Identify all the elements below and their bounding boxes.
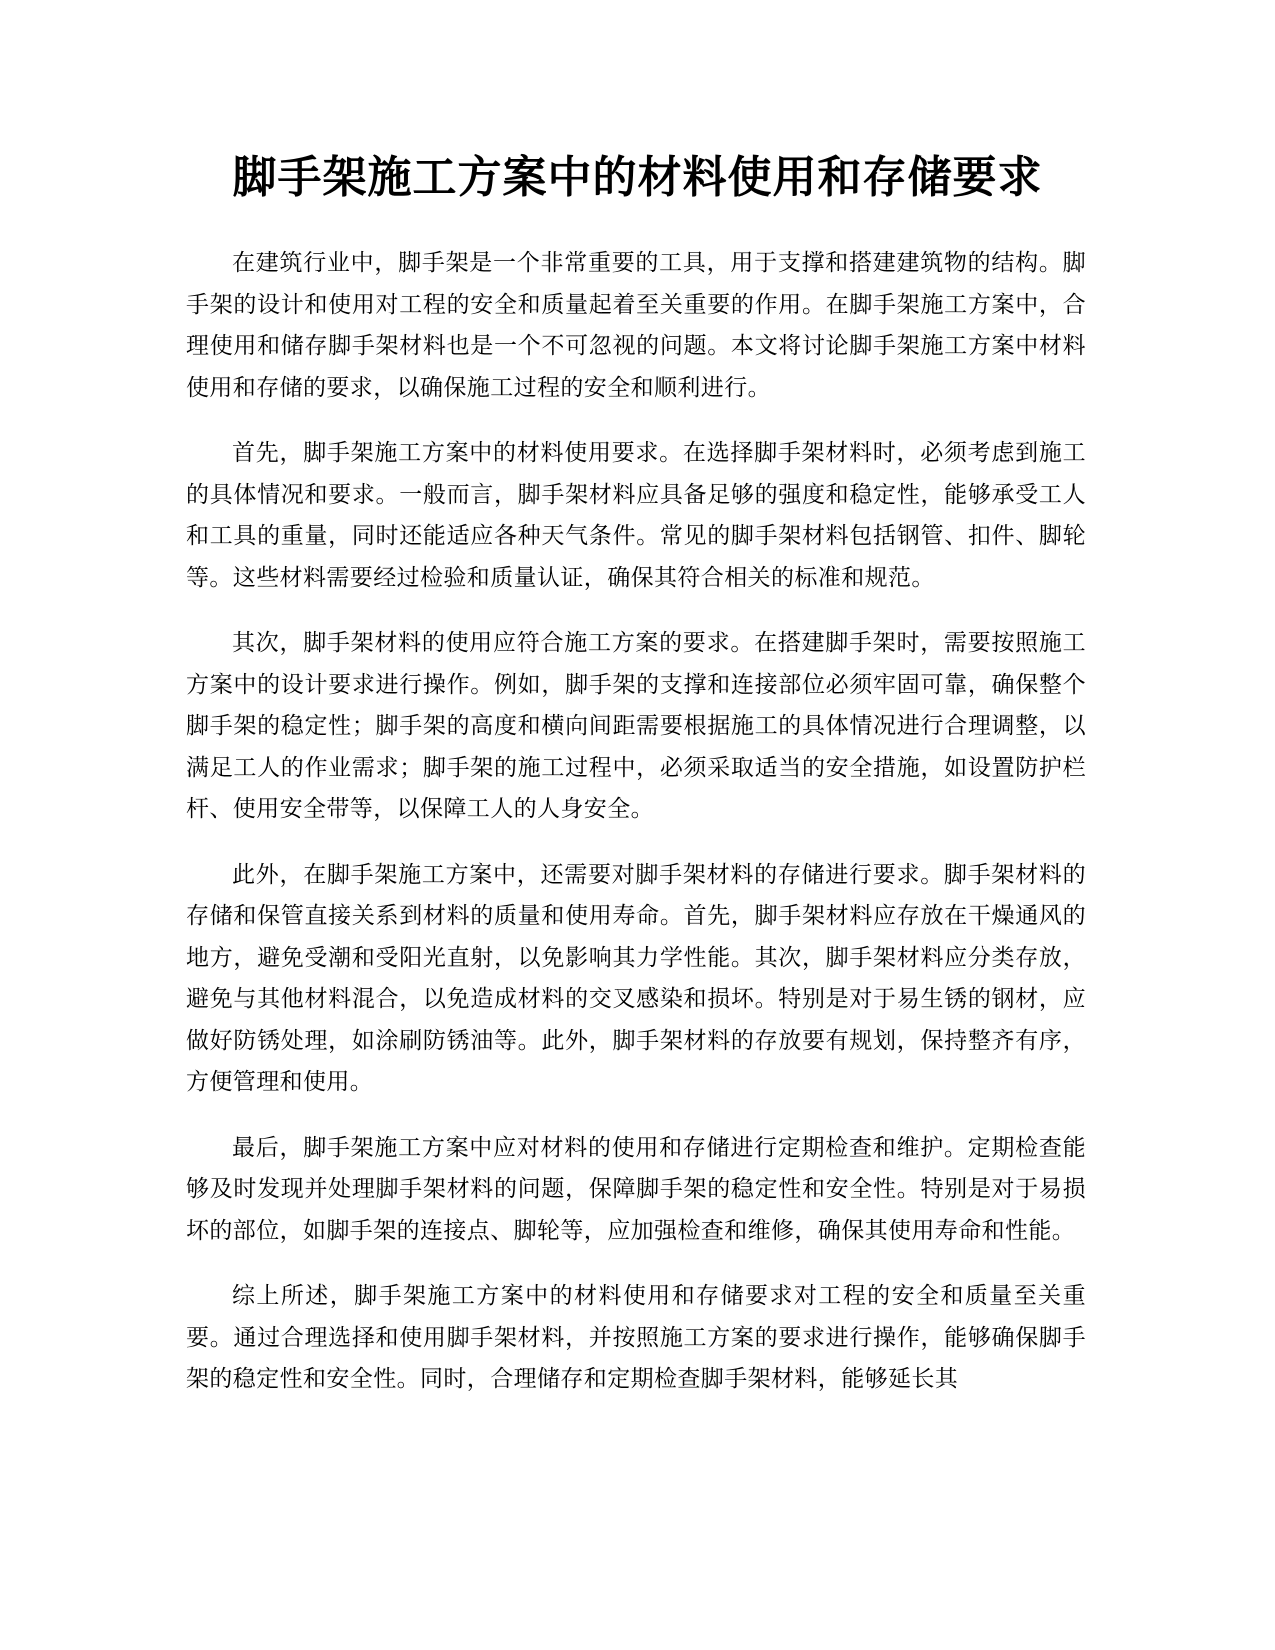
paragraph-inspection: 最后，脚手架施工方案中应对材料的使用和存储进行定期检查和维护。定期检查能够及时发现并处理脚手架材料的问题，保障脚手架的稳定性和安全性。特别是对于易损坏的部位，如脚手架的连接点、脚轮等，应加强检查和维修，确保其使用寿命和性能。 <box>186 1134 1086 1244</box>
paragraph-storage: 此外，在脚手架施工方案中，还需要对脚手架材料的存储进行要求。脚手架材料的存储和保管直接关系到材料的质量和使用寿命。首先，脚手架材料应存放在干燥通风的地方，避免受潮和受阳光直射，以免影响其力学性能。其次，脚手架材料应分类存放，避免与其他材料混合，以免造成材料的交叉感染和损坏。特别是对于易生锈的钢材，应做好防锈处理，如涂刷防锈油等。此外，脚手架材料的存放要有规划，保持整齐有序，方便管理和使用。 <box>186 861 1086 1095</box>
paragraph-summary: 综上所述，脚手架施工方案中的材料使用和存储要求对工程的安全和质量至关重要。通过合理选择和使用脚手架材料，并按照施工方案的要求进行操作，能够确保脚手架的稳定性和安全性。同时，合理储存和定期检查脚手架材料，能够延长其 <box>186 1283 1086 1392</box>
document-body <box>186 243 1086 1425</box>
paragraph-intro: 在建筑行业中，脚手架是一个非常重要的工具，用于支撑和搭建建筑物的结构。脚手架的设计和使用对工程的安全和质量起着至关重要的作用。在脚手架施工方案中，合理使用和储存脚手架材料也是一个不可忽视的问题。本文将讨论脚手架施工方案中材料使用和存储的要求，以确保施工过程的安全和顺利进行。 <box>186 250 1086 401</box>
paragraph-construction-plan: 其次，脚手架材料的使用应符合施工方案的要求。在搭建脚手架时，需要按照施工方案中的设计要求进行操作。例如，脚手架的支撑和连接部位必须牢固可靠，确保整个脚手架的稳定性；脚手架的高度和横向间距需要根据施工的具体情况进行合理调整，以满足工人的作业需求；脚手架的施工过程中，必须采取适当的安全措施，如设置防护栏杆、使用安全带等，以保障工人的人身安全。 <box>186 630 1086 822</box>
paragraph-material-use: 首先，脚手架施工方案中的材料使用要求。在选择脚手架材料时，必须考虑到施工的具体情况和要求。一般而言，脚手架材料应具备足够的强度和稳定性，能够承受工人和工具的重量，同时还能适应各种天气条件。常见的脚手架材料包括钢管、扣件、脚轮等。这些材料需要经过检验和质量认证，确保其符合相关的标准和规范。 <box>186 440 1086 591</box>
document-title: 脚手架施工方案中的材料使用和存储要求 <box>232 152 1043 203</box>
